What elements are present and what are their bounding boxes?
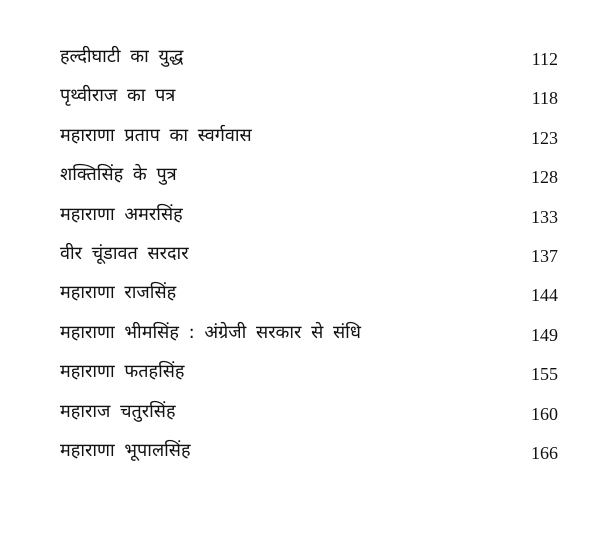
toc-entry xyxy=(0,239,600,278)
toc-entry-page-number: 112 xyxy=(531,49,558,69)
toc-entry-title: वीर चूंडावत सरदार xyxy=(60,242,189,264)
toc-entry-title: महाराणा राजसिंह xyxy=(60,282,177,304)
toc-entry xyxy=(0,42,600,81)
toc-entry-page-number: 149 xyxy=(531,324,558,345)
toc-entry-page-number: 160 xyxy=(531,403,558,424)
toc-entry xyxy=(0,121,600,160)
toc-entry xyxy=(0,160,600,199)
toc-entry-title: महाराणा फतहसिंह xyxy=(60,361,185,383)
toc-entry-title: पृथ्वीराज का पत्र xyxy=(60,85,176,107)
table-of-contents xyxy=(0,42,600,475)
toc-entry-page-number: 118 xyxy=(531,88,558,109)
toc-entry-page-number: 123 xyxy=(531,127,558,148)
toc-entry-page-number: 137 xyxy=(531,245,558,266)
toc-entry xyxy=(0,397,600,436)
toc-entry-page-number: 128 xyxy=(531,167,558,188)
toc-entry xyxy=(0,357,600,396)
toc-entry xyxy=(0,278,600,317)
toc-entry-title: महाराणा प्रताप का स्वर्गवास xyxy=(60,124,252,146)
toc-entry-page-number: 166 xyxy=(531,442,558,463)
toc-entry-title: हल्दीघाटी का युद्ध xyxy=(60,46,184,67)
toc-entry-page-number: 155 xyxy=(531,364,558,385)
toc-entry-title: महाराणा भूपालसिंह xyxy=(60,439,191,461)
toc-entry-page-number: 133 xyxy=(531,206,558,227)
toc-entry-title: महाराणा अमरसिंह xyxy=(60,203,183,225)
toc-entry xyxy=(0,200,600,239)
toc-entry-title: शक्तिसिंह के पुत्र xyxy=(60,164,177,186)
toc-entry-title: महाराणा भीमसिंह : अंग्रेजी सरकार से संधि xyxy=(60,321,361,343)
toc-entry xyxy=(0,436,600,475)
toc-entry xyxy=(0,81,600,120)
toc-entry-title: महाराज चतुरसिंह xyxy=(60,400,176,422)
toc-entry-page-number: 144 xyxy=(531,285,558,306)
toc-entry xyxy=(0,318,600,357)
